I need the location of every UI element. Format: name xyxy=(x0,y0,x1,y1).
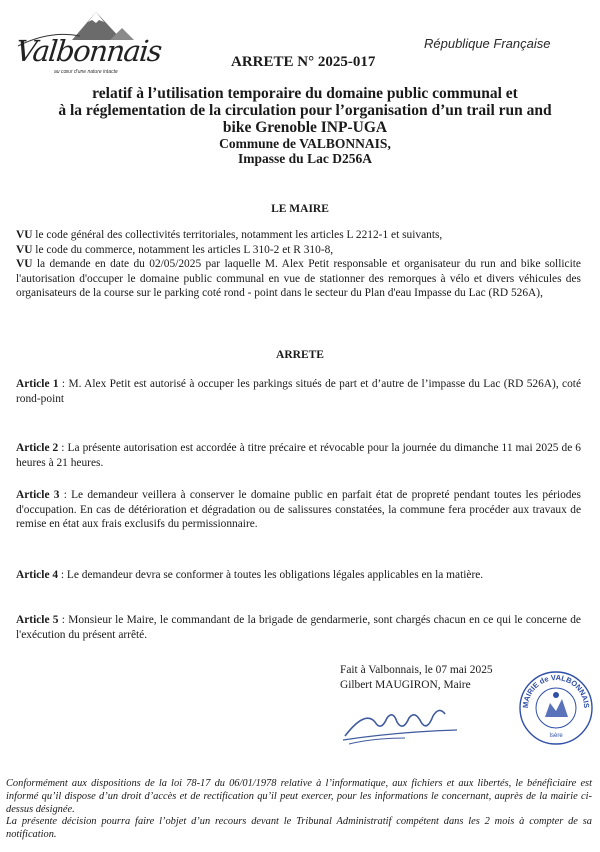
republique-francaise: République Française xyxy=(424,36,551,51)
mayor-signature xyxy=(335,692,465,748)
title-line-1: relatif à l’utilisation temporaire du domaine public communal et xyxy=(92,85,518,102)
valbonnais-logo xyxy=(10,6,163,81)
article-2: Article 2 : La présente autorisation est accordée à titre précaire et révocable pour la journée du dimanche 11 mai 2025 de 6 heures à 21 heures. xyxy=(16,442,582,469)
vu-item: VU le code général des collectivités territoriales, notamment les articles L 2212-1 et suivants, xyxy=(16,229,443,241)
vu-item: VU le code du commerce, notamment les articles L 310-2 et R 310-8, xyxy=(16,243,334,256)
logo-wordmark: Valbonnais xyxy=(14,34,163,68)
lieu-line: Impasse du Lac D256A xyxy=(238,151,372,166)
signataire-line: Gilbert MAUGIRON, Maire xyxy=(340,679,471,691)
fait-a-line: Fait à Valbonnais, le 07 mai 2025 xyxy=(340,664,493,676)
vu-item: VU la demande en date du 02/05/2025 par laquelle M. Alex Petit responsable et organisateur du run and bike sollicite l'autorisation d'occuper le domaine public communal en vue de stationner des remorques à vélo et divers véhicules des organisateurs de la course sur le parking coté rond - point dans le secteur du Plan d'eau Impasse du Lac (RD 526A), xyxy=(16,258,581,300)
arrete-heading: ARRETE xyxy=(276,349,324,361)
document-title xyxy=(30,85,580,166)
article-1: Article 1 : M. Alex Petit est autorisé à occuper les parkings situés de part et d’autre de l’impasse du Lac (RD 526A), coté rond-point xyxy=(16,378,581,405)
article-5: Article 5 : Monsieur le Maire, le commandant de la brigade de gendarmerie, sont chargés chacun en ce qui le concerne de l'exécution du présent arrêté. xyxy=(16,614,581,641)
footer-recours-notice: La présente décision pourra faire l’objet d’un recours devant le Tribunal Administratif compétent dans les 2 mois à compter de sa notification. xyxy=(6,816,592,841)
arrete-number: ARRETE N° 2025-017 xyxy=(231,54,376,70)
logo-tagline: au cœur d'une nature intacte xyxy=(54,69,118,75)
footer-cnil-notice: Conformément aux dispositions de la loi 78-17 du 06/01/1978 relative à l’informatique, aux fichiers et aux libertés, le bénéficiaire est informé qu’il dispose d’un droit d’accès et de rectification qu’il peut exercer, pour les informations le concernant, auprès de la mairie ci-dessus désignée. xyxy=(6,778,592,815)
mairie-stamp xyxy=(517,667,595,749)
vu-section xyxy=(16,228,581,301)
title-line-3: bike Grenoble INP-UGA xyxy=(222,119,388,136)
article-4: Article 4 : Le demandeur devra se conformer à toutes les obligations légales applicables en la matière. xyxy=(16,569,484,581)
commune-line: Commune de VALBONNAIS, xyxy=(219,136,391,151)
article-3: Article 3 : Le demandeur veillera à conserver le domaine public en parfait état de propreté pendant toutes les périodes d'occupation. En cas de détérioration et dégradation ou de salissures constatées, la commune fera procéder aux travaux de remise en état aux frais exclusifs du permissionnaire. xyxy=(16,489,581,531)
title-line-2: à la réglementation de la circulation pour l’organisation d’un trail run and xyxy=(58,102,552,119)
signoff-block xyxy=(340,663,493,693)
svg-text:Isère: Isère xyxy=(549,733,563,739)
legal-footer xyxy=(6,778,592,842)
le-maire-heading: LE MAIRE xyxy=(271,203,329,215)
svg-text:MAIRIE de VALBONNAIS: MAIRIE de VALBONNAIS xyxy=(520,672,592,709)
